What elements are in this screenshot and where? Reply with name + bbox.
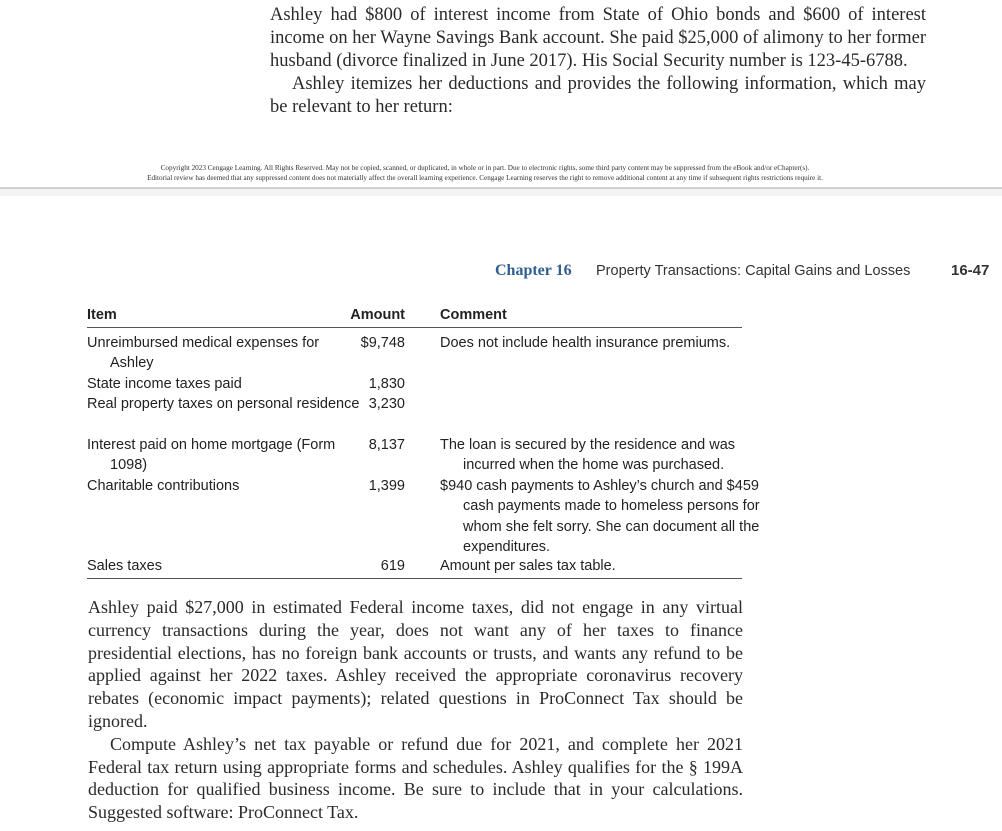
- row-item: State income taxes paid: [87, 376, 242, 392]
- chapter-label: Chapter 16: [495, 262, 572, 279]
- row-item: Charitable contributions: [87, 478, 240, 494]
- row-amount: 3,230: [368, 396, 405, 412]
- header-item: Item: [87, 307, 117, 323]
- row-comment: $940 cash payments to Ashley’s church and $459 cash payments made to homeless persons for whom she felt sorry. She can document all the expenditures.: [440, 478, 760, 555]
- header-comment: Comment: [440, 307, 507, 323]
- row-item: Interest paid on home mortgage (Form 1098): [87, 437, 336, 474]
- closing-text: [88, 596, 743, 824]
- deductions-table: [87, 303, 760, 574]
- row-comment: The loan is secured by the residence and was incurred when the home was purchased.: [440, 437, 736, 474]
- row-amount: 619: [380, 558, 405, 574]
- running-head: [0, 260, 1002, 284]
- copyright-line-2: Editorial review has deemed that any suppressed content does not materially affect the overall learning experience. Cengage Learning reserves the right to remove additional content at any time if subsequent rights restrictions require it.: [147, 174, 823, 182]
- row-comment: Does not include health insurance premiums.: [440, 335, 731, 351]
- closing-paragraph-2: Compute Ashley’s net tax payable or refund due for 2021, and complete her 2021 Federal tax return using appropriate forms and schedules. Ashley qualifies for the § 199A deduction for qualified business income. Be sure to include that in your calculations. Suggested software: ProConnect Tax.: [88, 733, 743, 823]
- copyright-notice: [30, 163, 940, 183]
- copyright-line-1: Copyright 2023 Cengage Learning. All Rights Reserved. May not be copied, scanned, or duplicated, in whole or in part. Due to electronic rights, some third party content may be suppressed from the eBook and/or eChapter(s).: [160, 164, 810, 172]
- page-divider: [0, 187, 1002, 196]
- row-amount: $9,748: [360, 335, 405, 351]
- intro-paragraph-2: Ashley itemizes her deductions and provides the following information, which may be relevant to her return:: [270, 74, 926, 117]
- row-item: Sales taxes: [87, 558, 162, 574]
- row-item: Real property taxes on personal residence: [87, 396, 360, 412]
- header-amount: Amount: [350, 307, 405, 323]
- chapter-title: Property Transactions: Capital Gains and Losses: [596, 263, 911, 279]
- intro-text: [270, 4, 926, 119]
- row-item: Unreimbursed medical expenses for Ashley: [87, 335, 320, 372]
- table-header: [87, 303, 742, 328]
- row-amount: 8,137: [368, 437, 405, 453]
- table-bottom-rule: [87, 578, 742, 579]
- row-comment: Amount per sales tax table.: [440, 558, 616, 574]
- intro-paragraph-1: Ashley had $800 of interest income from State of Ohio bonds and $600 of interest income on her Wayne Savings Bank account. She paid $25,000 of alimony to her former husband (divorce finalized in June 2017). His Social Security number is 123-45-6788.: [270, 5, 926, 71]
- page-number: 16-47: [951, 262, 990, 279]
- row-amount: 1,830: [368, 376, 405, 392]
- row-amount: 1,399: [368, 478, 405, 494]
- closing-paragraph-1: Ashley paid $27,000 in estimated Federal income taxes, did not engage in any virtual currency transactions during the year, does not want any of her taxes to finance presidential elections, has no foreign bank accounts or trusts, and wants any refund to be applied against her 2022 taxes. Ashley received the appropriate coronavirus recovery rebates (economic impact payments); related questions in ProConnect Tax should be ignored.: [88, 597, 743, 731]
